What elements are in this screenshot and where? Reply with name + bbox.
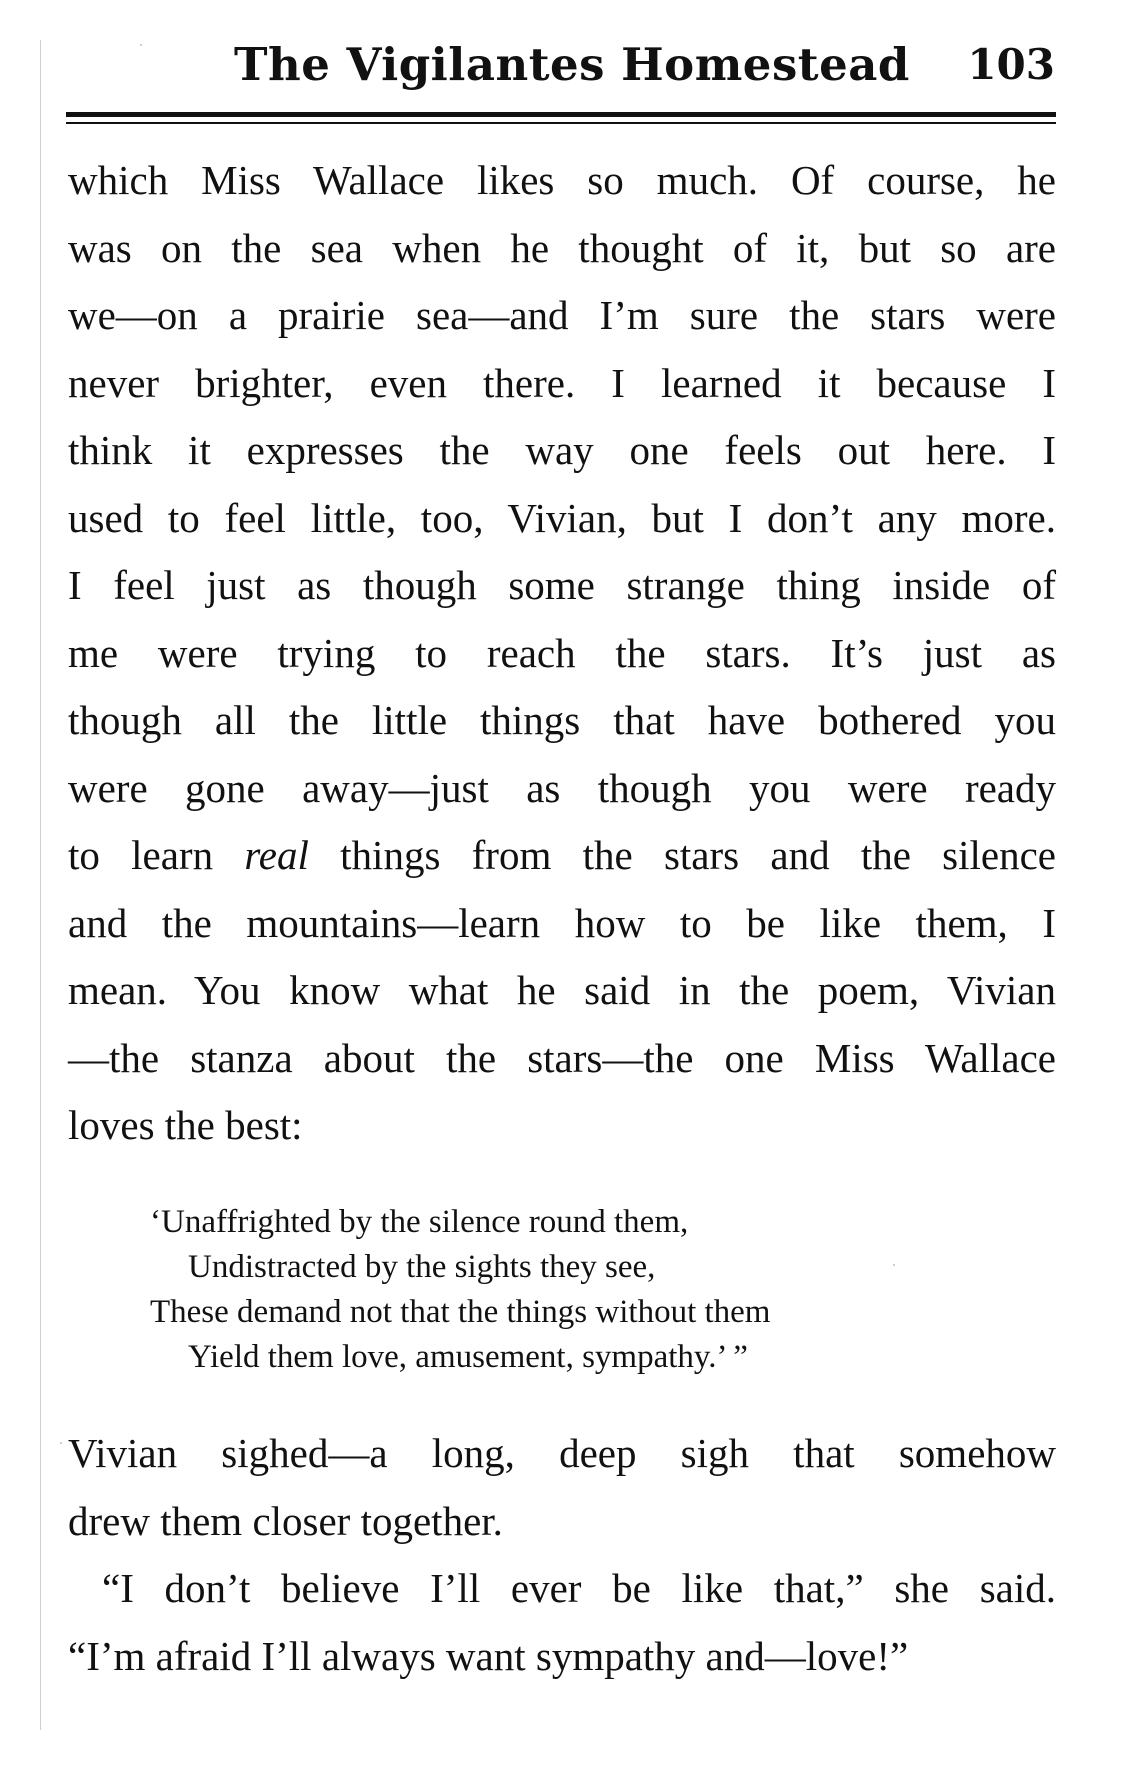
text-line-with-italic <box>68 822 1056 890</box>
text-line: “I don’t believe I’ll ever be like that,” she said. <box>102 1565 1056 1611</box>
text-line: never brighter, even there. I learned it because I <box>68 359 1056 406</box>
text-line: drew them closer together. <box>68 1497 503 1544</box>
header-rule-thick <box>66 112 1056 117</box>
verse-line: Undistracted by the sights they see, <box>188 1249 656 1285</box>
text-line: “I’m afraid I’ll always want sympathy and—love!” <box>68 1632 909 1679</box>
header-rule-thin <box>66 122 1056 124</box>
verse-line: ‘Unaffrighted by the silence round them, <box>150 1204 689 1240</box>
text-line: me were trying to reach the stars. It’s just as <box>68 629 1056 676</box>
text-line: think it expresses the way one feels out here. I <box>68 427 1056 473</box>
page-header <box>66 38 1055 98</box>
verse-line: These demand not that the things without them <box>150 1294 771 1330</box>
scan-edge-line <box>40 40 41 1730</box>
scan-speck <box>60 1442 62 1444</box>
verse-line: Yield them love, amusement, sympathy.’ ” <box>188 1339 748 1375</box>
closing-paragraphs <box>68 1420 1056 1690</box>
text-line: was on the sea when he thought of it, but so are <box>68 224 1056 271</box>
body-paragraph <box>68 147 1056 1160</box>
text-line: we—on a prairie sea—and I’m sure the stars were <box>68 292 1056 338</box>
text-line: loves the best: <box>68 1102 303 1148</box>
text-line: —the stanza about the stars—the one Miss Wallace <box>68 1034 1056 1081</box>
text-line: and the mountains—learn how to be like them, I <box>68 899 1056 946</box>
page-number: 103 <box>967 40 1055 89</box>
text-line: mean. You know what he said in the poem, Vivian <box>68 967 1056 1013</box>
italic-emphasis: real <box>244 832 309 878</box>
text-line: which Miss Wallace likes so much. Of course, he <box>68 157 1056 203</box>
scan-speck <box>893 1264 895 1266</box>
poem-stanza <box>150 1200 770 1380</box>
text-fragment: to learn <box>68 832 214 878</box>
text-line: Vivian sighed—a long, deep sigh that somehow <box>68 1430 1056 1476</box>
text-line: though all the little things that have bothered you <box>68 697 1056 743</box>
text-fragment: things from the stars and the silence <box>340 832 1057 878</box>
running-title: The Vigilantes Homestead <box>234 38 910 91</box>
text-line: used to feel little, too, Vivian, but I don’t any more. <box>68 494 1056 541</box>
text-line: were gone away—just as though you were ready <box>68 764 1056 811</box>
text-line: I feel just as though some strange thing inside of <box>68 562 1056 608</box>
